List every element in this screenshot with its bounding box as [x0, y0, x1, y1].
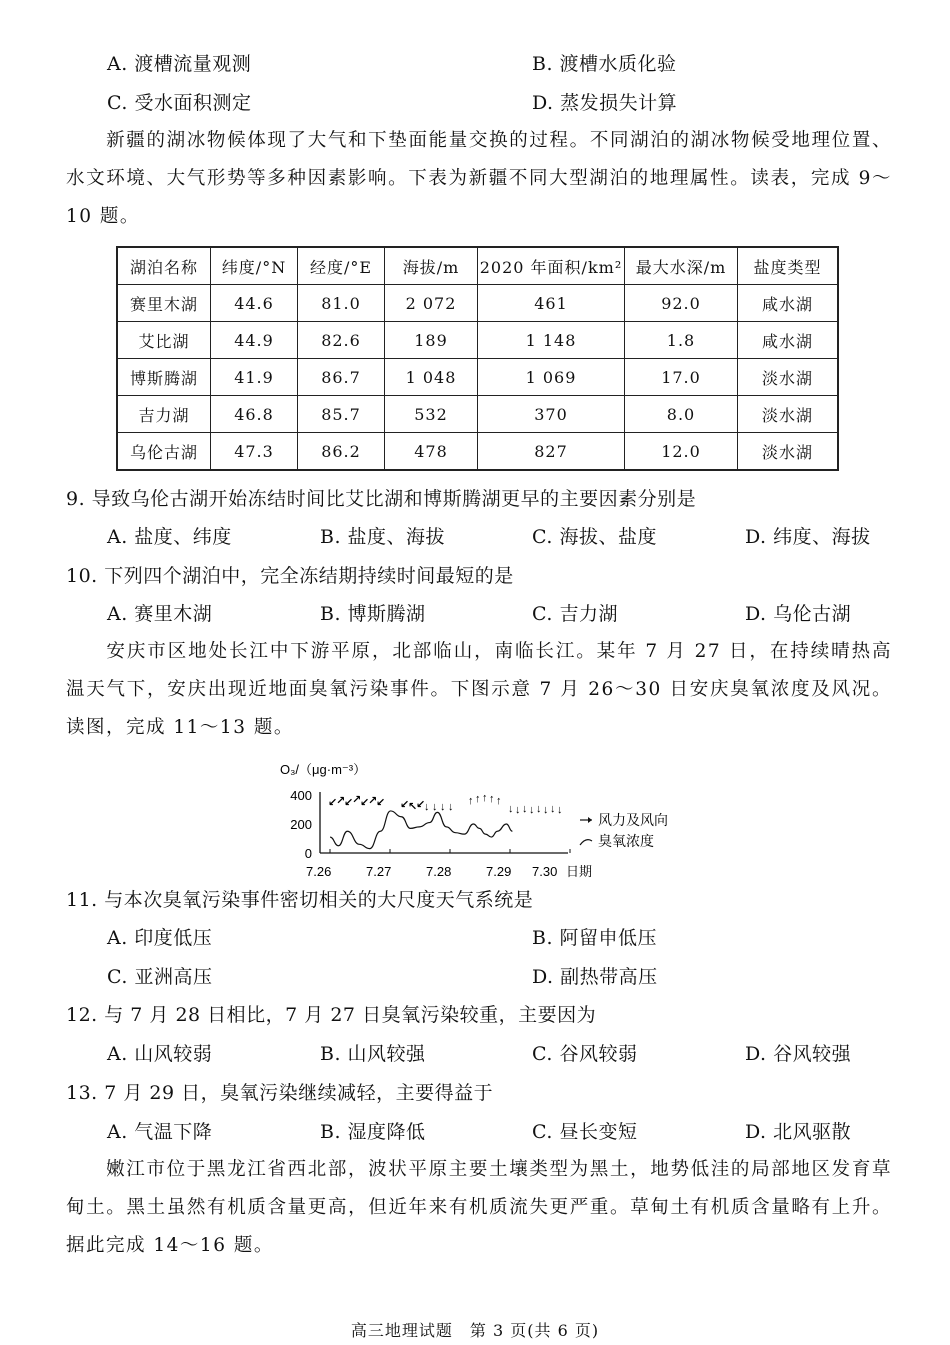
intro-14-16: 嫩江市位于黑龙江省西北部，波状平原主要土壤类型为黑土，地势低洼的局部地区发育草甸土。黑土虽然有机质含量更高，但近年来有机质流失更严重。草甸土有机质含量略有上升。据此完成 14～16 题。: [66, 1159, 892, 1256]
table-cell: 44.9: [211, 322, 298, 359]
q12-option-c: C. 谷风较弱: [532, 1043, 638, 1065]
wind-arrow-icon: ↙: [360, 797, 370, 809]
wind-arrow-icon: ↗: [336, 795, 346, 807]
wind-arrow-icon: ↗: [368, 795, 378, 807]
table-cell: 咸水湖: [738, 285, 839, 322]
table-cell: 淡水湖: [738, 396, 839, 433]
table-cell: 85.7: [298, 396, 385, 433]
x-tick-label: 7.30: [532, 864, 558, 879]
q13-option-b: B. 湿度降低: [320, 1121, 426, 1143]
wind-arrow-icon: ↙: [376, 797, 386, 809]
table-cell: 1 069: [478, 359, 625, 396]
wind-arrow-icon: ↓: [448, 801, 454, 813]
table-cell: 咸水湖: [738, 322, 839, 359]
q9-stem: 9. 导致乌伦古湖开始冻结时间比艾比湖和博斯腾湖更早的主要因素分别是: [66, 488, 697, 510]
wind-arrow-icon: ↑: [482, 792, 488, 804]
wind-arrow-icon: ↓: [543, 804, 549, 816]
table-cell: 92.0: [625, 285, 738, 322]
table-cell: 乌伦古湖: [117, 433, 211, 471]
table-cell: 吉力湖: [117, 396, 211, 433]
x-tick-label: 7.29: [486, 864, 512, 879]
y-tick-label: 200: [290, 817, 312, 832]
table-cell: 370: [478, 396, 625, 433]
table-cell: 2 072: [385, 285, 478, 322]
q13-option-d: D. 北风驱散: [745, 1121, 852, 1143]
table-row: [117, 359, 838, 396]
table-cell: 淡水湖: [738, 433, 839, 471]
table-cell: 赛里木湖: [117, 285, 211, 322]
q9-option-c: C. 海拔、盐度: [532, 526, 657, 548]
q9-option-b: B. 盐度、海拔: [320, 526, 446, 548]
q9-option-d: D. 纬度、海拔: [745, 526, 871, 548]
table-cell: 41.9: [211, 359, 298, 396]
wind-arrow-icon: ↙: [416, 799, 426, 811]
q12-option-a: A. 山风较弱: [107, 1043, 213, 1065]
ozone-series-line: [330, 811, 512, 849]
q12-option-b: B. 山风较强: [320, 1043, 426, 1065]
ozone-chart: [270, 758, 710, 882]
intro-11-13: 安庆市区地处长江中下游平原，北部临山，南临长江。某年 7 月 27 日，在持续晴热高温天气下，安庆出现近地面臭氧污染事件。下图示意 7 月 26～30 日安庆臭氧浓度及风况。读图，完成 11～13 题。: [66, 641, 892, 738]
legend-ozone-marker: [580, 840, 592, 845]
table-row: [117, 396, 838, 433]
wind-arrow-icon: ↑: [475, 793, 481, 805]
x-tick-label: 7.27: [366, 864, 392, 879]
q13-option-a: A. 气温下降: [107, 1121, 213, 1143]
table-header: 最大水深/m: [625, 247, 738, 285]
wind-arrow-icon: ↓: [522, 803, 528, 815]
table-cell: 81.0: [298, 285, 385, 322]
q11-stem: 11. 与本次臭氧污染事件密切相关的大尺度天气系统是: [66, 889, 534, 911]
wind-arrow-icon: ↙: [344, 797, 354, 809]
table-cell: 12.0: [625, 433, 738, 471]
wind-arrows: [328, 792, 563, 816]
q8-option-d: D. 蒸发损失计算: [532, 92, 678, 114]
wind-arrow-icon: ↑: [489, 793, 495, 805]
q10-stem: 10. 下列四个湖泊中，完全冻结期持续时间最短的是: [66, 565, 514, 587]
q12-option-d: D. 谷风较强: [745, 1043, 852, 1065]
chart-ylabel: O₃/（μg·m⁻³）: [280, 762, 367, 777]
table-header: 纬度/°N: [211, 247, 298, 285]
q13-option-c: C. 昼长变短: [532, 1121, 638, 1143]
y-tick-label: 0: [304, 846, 312, 861]
q11-option-b: B. 阿留申低压: [532, 927, 658, 949]
table-row: [117, 433, 838, 471]
wind-arrow-icon: ↓: [508, 803, 514, 815]
wind-arrow-icon: ↑: [496, 795, 502, 807]
table-cell: 艾比湖: [117, 322, 211, 359]
table-cell: 532: [385, 396, 478, 433]
intro-9-10: 新疆的湖冰物候体现了大气和下垫面能量交换的过程。不同湖泊的湖冰物候受地理位置、水文环境、大气形势等多种因素影响。下表为新疆不同大型湖泊的地理属性。读表，完成 9～10 题。: [66, 130, 892, 227]
page-footer: 高三地理试题 第 3 页(共 6 页): [350, 1321, 600, 1340]
table-header: 湖泊名称: [117, 247, 211, 285]
wind-arrow-icon: ↓: [432, 801, 438, 813]
q9-option-a: A. 盐度、纬度: [107, 526, 232, 548]
legend: [580, 812, 668, 849]
wind-arrow-icon: ↙: [328, 797, 338, 809]
q8-option-b: B. 渡槽水质化验: [532, 53, 677, 75]
q8-option-c: C. 受水面积测定: [107, 92, 252, 114]
wind-arrow-icon: ↓: [529, 804, 535, 816]
q11-option-a: A. 印度低压: [107, 927, 213, 949]
wind-arrow-icon: ↓: [515, 804, 521, 816]
q10-option-d: D. 乌伦古湖: [745, 603, 852, 625]
table-cell: 44.6: [211, 285, 298, 322]
q13-stem: 13. 7 月 29 日，臭氧污染继续减轻，主要得益于: [66, 1082, 494, 1104]
q10-option-b: B. 博斯腾湖: [320, 603, 426, 625]
table-cell: 46.8: [211, 396, 298, 433]
table-header: 海拔/m: [385, 247, 478, 285]
wind-arrow-icon: ↑: [468, 795, 474, 807]
table-cell: 478: [385, 433, 478, 471]
table-cell: 1.8: [625, 322, 738, 359]
x-tick-label: 7.28: [426, 864, 452, 879]
table-header: 经度/°E: [298, 247, 385, 285]
table-cell: 86.2: [298, 433, 385, 471]
arrow-icon: [588, 817, 592, 823]
table-cell: 淡水湖: [738, 359, 839, 396]
legend-ozone-label: 臭氧浓度: [598, 833, 654, 849]
table-cell: 82.6: [298, 322, 385, 359]
table-cell: 17.0: [625, 359, 738, 396]
table-cell: 8.0: [625, 396, 738, 433]
table-cell: 1 148: [478, 322, 625, 359]
table-cell: 827: [478, 433, 625, 471]
wind-arrow-icon: ↖: [408, 801, 418, 813]
q11-option-d: D. 副热带高压: [532, 966, 658, 988]
lake-table: [116, 246, 839, 471]
table-header-row: [117, 247, 838, 285]
table-cell: 86.7: [298, 359, 385, 396]
wind-arrow-icon: ↓: [557, 804, 563, 816]
table-cell: 1 048: [385, 359, 478, 396]
q8-option-a: A. 渡槽流量观测: [107, 53, 252, 75]
x-tick-label: 7.26: [306, 864, 332, 879]
wind-arrow-icon: ↓: [550, 803, 556, 815]
wind-arrow-icon: ↓: [536, 803, 542, 815]
q10-option-a: A. 赛里木湖: [107, 603, 213, 625]
chart-xlabel: 日期: [566, 864, 593, 879]
wind-arrow-icon: ↓: [424, 801, 430, 813]
q11-option-c: C. 亚洲高压: [107, 966, 213, 988]
table-cell: 461: [478, 285, 625, 322]
legend-wind-label: 风力及风向: [598, 812, 668, 828]
wind-arrow-icon: ↗: [352, 794, 362, 806]
wind-arrow-icon: ↙: [400, 799, 410, 811]
q12-stem: 12. 与 7 月 28 日相比，7 月 27 日臭氧污染较重，主要因为: [66, 1004, 597, 1026]
table-cell: 博斯腾湖: [117, 359, 211, 396]
wind-arrow-icon: ↓: [440, 801, 446, 813]
y-tick-label: 400: [290, 788, 312, 803]
table-header: 盐度类型: [738, 247, 839, 285]
table-row: [117, 285, 838, 322]
q10-option-c: C. 吉力湖: [532, 603, 618, 625]
table-cell: 47.3: [211, 433, 298, 471]
table-row: [117, 322, 838, 359]
table-cell: 189: [385, 322, 478, 359]
table-header: 2020 年面积/km²: [478, 247, 625, 285]
